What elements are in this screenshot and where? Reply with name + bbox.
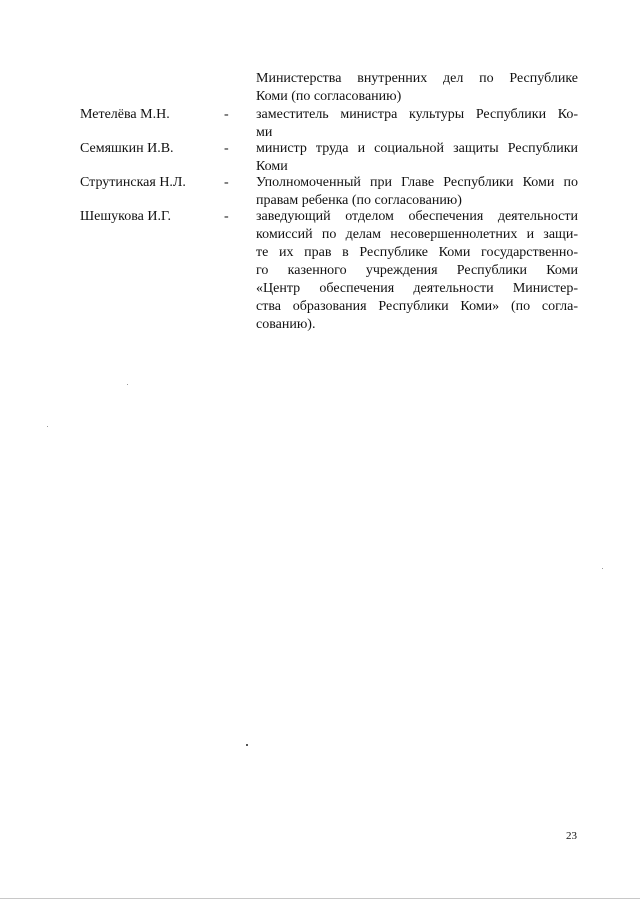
role-line: заместитель министра культуры Республики Ко- [256, 107, 578, 122]
role-line: «Центр обеспечения деятельности Министер- [256, 281, 578, 296]
scan-speck [127, 384, 128, 385]
member-role [256, 106, 578, 142]
member-dash: - [224, 141, 229, 156]
role-line: ми [256, 125, 273, 140]
role-line: те их прав в Республике Коми государственно- [256, 245, 578, 260]
role-line: го казенного учреждения Республики Коми [256, 263, 578, 278]
member-role [256, 208, 578, 334]
scan-speck [602, 568, 603, 569]
member-name: Метелёва М.Н. [80, 107, 170, 122]
role-line: ства образования Республики Коми» (по согла- [256, 299, 578, 314]
member-dash: - [224, 107, 229, 122]
role-line: комиссий по делам несовершеннолетних и защи- [256, 227, 578, 242]
role-line: сованию). [256, 317, 316, 332]
member-role [256, 140, 578, 176]
scan-bottom-edge [0, 898, 640, 899]
member-dash: - [224, 175, 229, 190]
role-line: заведующий отделом обеспечения деятельности [256, 209, 578, 224]
page-number: 23 [566, 830, 577, 842]
role-line: Уполномоченный при Главе Республики Коми по [256, 175, 578, 190]
role-line: министр труда и социальной защиты Республики [256, 141, 578, 156]
member-role [256, 174, 578, 210]
role-line: правам ребенка (по согласованию) [256, 193, 462, 208]
scan-speck [246, 744, 248, 746]
member-dash: - [224, 209, 229, 224]
role-line: Коми (по согласованию) [256, 89, 402, 104]
member-name: Струтинская Н.Л. [80, 175, 186, 190]
scan-speck [47, 426, 48, 427]
member-name: Шешукова И.Г. [80, 209, 171, 224]
role-line: Министерства внутренних дел по Республике [256, 71, 578, 86]
member-name: Семяшкин И.В. [80, 141, 174, 156]
continuation-role [256, 70, 578, 106]
role-line: Коми [256, 159, 288, 174]
